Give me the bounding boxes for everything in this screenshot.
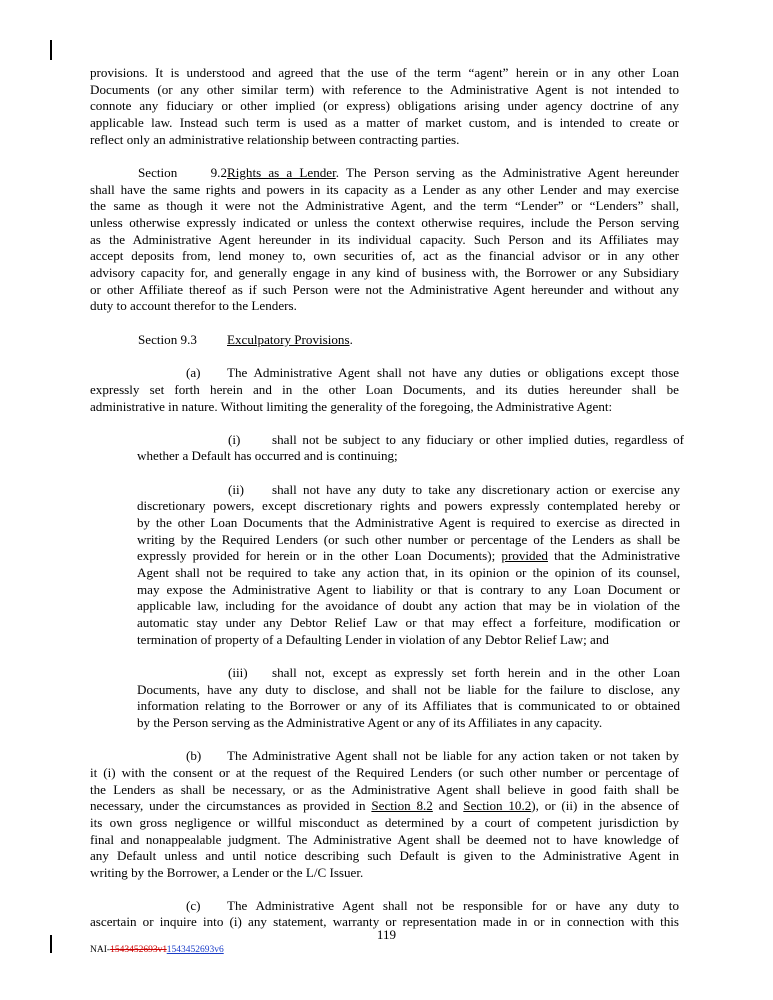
text-run: that the Administrative	[547, 548, 680, 563]
text-line: writing by the Required Lenders (or such other number or percentage of the Lenders as shall be	[137, 532, 680, 547]
change-bar-top	[50, 40, 52, 60]
provided-term: provided	[501, 548, 548, 563]
clause-label: (iii)	[228, 665, 248, 680]
text-line: discretionary powers, except discretionary rights and powers expressly contemplated hereby or	[137, 498, 680, 513]
text-line: it (i) with the consent or at the request of the Required Lenders (or such other number or percentage of	[90, 765, 679, 780]
document-id-footer	[90, 945, 224, 956]
text-line: reflect only an administrative relationship between contracting parties.	[90, 132, 460, 147]
section-number: Section 9.3	[138, 332, 197, 347]
text-line: as the Administrative Agent hereunder in its individual capacity. Such Person and its Affiliates may	[90, 232, 679, 247]
text-line: or other Affiliate thereof as if such Person were not the Administrative Agent hereunder and without any	[90, 282, 679, 297]
text-line: Documents (or any other similar term) with reference to the Administrative Agent is not intended to	[90, 82, 679, 97]
section-title: Rights as a Lender	[227, 165, 336, 180]
clause-label: (c)	[186, 898, 201, 913]
text-line: may expose the Administrative Agent to liability or that is contrary to any Loan Document or	[137, 582, 680, 597]
text-line	[137, 548, 680, 565]
text-line: Agent shall not be required to take any action that, in its opinion or the opinion of its counsel,	[137, 565, 680, 580]
text-line: by the other Loan Documents that the Administrative Agent is required to exercise as directed in	[137, 515, 680, 530]
text-line: whether a Default has occurred and is continuing;	[137, 448, 398, 463]
text-line: writing by the Borrower, a Lender or the L/C Issuer.	[90, 865, 364, 880]
text-line: ascertain or inquire into (i) any statement, warranty or representation made in or in connection with this	[90, 914, 679, 929]
section-number: Section 9.2	[138, 165, 227, 180]
text-line: applicable law, including for the avoidance of doubt any action that may be in violation of the	[137, 598, 680, 613]
clause-a-first-line	[186, 365, 679, 382]
section-9-3-heading	[138, 332, 679, 349]
text-line: automatic stay under any Debtor Relief Law or that may effect a forfeiture, modification or	[137, 615, 680, 630]
text-run: The Administrative Agent shall not have any duties or obligations except those	[227, 365, 679, 380]
text-line: expressly set forth herein and in the other Loan Documents, and its duties hereunder shall be	[90, 382, 679, 397]
text-line: any Default unless and until notice describing such Default is given to the Administrative Agent in	[90, 848, 679, 863]
clause-b-first-line	[186, 748, 679, 765]
text-run: The Administrative Agent shall not be liable for any action taken or not taken by	[227, 748, 679, 763]
text-line: its own gross negligence or willful misconduct as determined by a court of competent jurisdiction by	[90, 815, 679, 830]
text-line: unless otherwise expressly indicated or unless the context otherwise requires, include the Person serving	[90, 215, 679, 230]
text-run: shall not, except as expressly set forth herein and in the other Loan	[272, 665, 680, 680]
section-title: Exculpatory Provisions	[227, 332, 350, 347]
text-run: .	[349, 332, 353, 347]
text-run: The Administrative Agent shall not be responsible for or have any duty to	[227, 898, 679, 913]
clause-i-first-line	[228, 432, 684, 449]
section-ref-10-2: Section 10.2	[463, 798, 532, 813]
text-run: shall not have any duty to take any discretionary action or exercise any	[272, 482, 680, 497]
clause-ii-first-line	[228, 482, 680, 499]
clause-iii-first-line	[228, 665, 680, 682]
text-line: administrative in nature. Without limiting the generality of the foregoing, the Administrative Agent:	[90, 399, 613, 414]
text-line: Documents, have any duty to disclose, and shall not be liable for the failure to disclose, any	[137, 682, 680, 697]
clause-label: (i)	[228, 432, 241, 447]
text-line: accept deposits from, lend money to, own securities of, act as the financial advisor or in any other	[90, 248, 679, 263]
text-run: . The Person serving as the Administrative Agent hereunder	[335, 165, 679, 180]
section-9-2-heading-line	[138, 165, 679, 182]
text-run: necessary, under the circumstances as provided in	[90, 798, 372, 813]
text-line: termination of property of a Defaulting Lender in violation of any Debtor Relief Law; and	[137, 632, 609, 647]
text-line: advisory capacity for, and generally engage in any kind of business with, the Borrower or any Subsidiary	[90, 265, 679, 280]
page-number: 119	[376, 927, 397, 942]
text-run: and	[432, 798, 464, 813]
doc-id-prefix: NAI-	[90, 945, 111, 955]
clause-label: (b)	[186, 748, 202, 763]
text-line: provisions. It is understood and agreed that the use of the term “agent” herein or in any other Loan	[90, 65, 679, 80]
section-ref-8-2: Section 8.2	[371, 798, 433, 813]
text-line: duty to account therefor to the Lenders.	[90, 298, 297, 313]
clause-c-first-line	[186, 898, 679, 915]
doc-id-deleted: 1543452693v1	[110, 945, 167, 955]
text-run: shall not be subject to any fiduciary or other implied duties, regardless of	[272, 432, 684, 447]
clause-label: (ii)	[228, 482, 244, 497]
text-line: applicable law. Instead such term is used as a matter of market custom, and is intended to create or	[90, 115, 679, 130]
text-line: information relating to the Borrower or any of its Affiliates that is communicated to or obtained	[137, 698, 680, 713]
text-line: by the Person serving as the Administrative Agent or any of its Affiliates in any capacity.	[137, 715, 603, 730]
text-line: the same as though it were not the Administrative Agent, and the term “Lender” or “Lenders” shall,	[90, 198, 679, 213]
text-line: the Lenders as shall be necessary, or as the Administrative Agent shall believe in good faith shall be	[90, 782, 679, 797]
text-line: connote any fiduciary or other implied (or express) obligations arising under agency doctrine of any	[90, 98, 679, 113]
text-run: expressly provided for herein or in the other Loan Documents);	[137, 548, 502, 563]
text-line	[90, 798, 679, 815]
text-line: final and nonappealable judgment. The Administrative Agent shall be deemed not to have knowledge of	[90, 832, 679, 847]
doc-id-inserted: 1543452693v6	[166, 945, 224, 955]
text-line: shall have the same rights and powers in its capacity as a Lender as any other Lender and may exercise	[90, 182, 679, 197]
text-run: ), or (ii) in the absence of	[531, 798, 680, 813]
clause-label: (a)	[186, 365, 201, 380]
